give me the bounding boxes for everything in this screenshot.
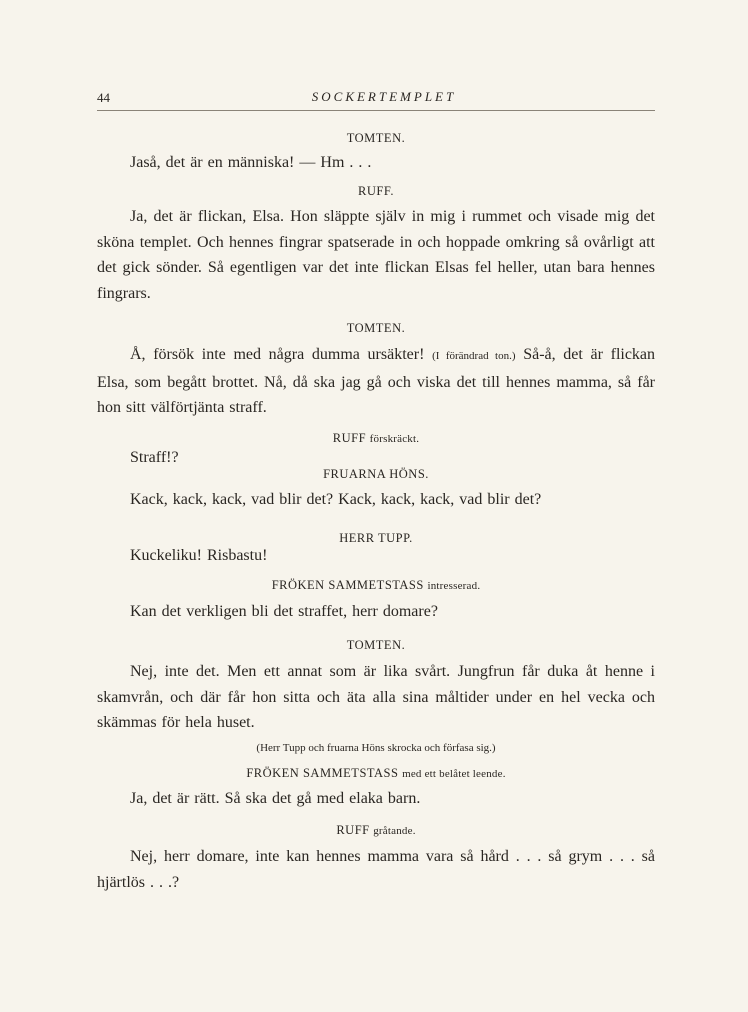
speech-text (97, 342, 655, 421)
dialogue-entry (97, 822, 655, 895)
dialogue-entry (97, 765, 655, 812)
speaker-line (97, 822, 655, 839)
dialogue-entry (97, 430, 655, 471)
page-number: 44 (97, 90, 110, 105)
dialogue-entry (97, 577, 655, 625)
speaker-direction: förskräckt. (369, 433, 420, 445)
speech-text: Nej, herr domare, inte kan hennes mamma vara så hård . . . så grym . . . så hjärtlös . . .? (97, 848, 655, 891)
speech-text: Ja, det är rätt. Så ska det gå med elaka barn. (130, 790, 421, 807)
speaker-line (97, 577, 655, 594)
speaker-name: HERR TUPP. (339, 531, 413, 545)
speech-text: Kack, kack, kack, vad blir det? Kack, kack, kack, vad blir det? (130, 491, 542, 508)
speech-text-part: Å, försök inte med några dumma ursäkter! (130, 346, 425, 363)
speaker-direction: gråtande. (373, 825, 416, 837)
speech-text: Nej, inte det. Men ett annat som är lika svårt. Jungfrun får duka åt henne i skamvrån, och där får hon sitta och äta alla sina måltider under en hel vecka och skämmas för hela huset. (97, 663, 655, 731)
speaker-line (97, 765, 655, 782)
speech-text: Jaså, det är en människa! — Hm . . . (130, 154, 372, 171)
page-header (97, 88, 655, 111)
speaker-name: TOMTEN. (346, 321, 406, 335)
speaker-name: FRUARNA HÖNS. (323, 467, 429, 481)
stage-direction: (I förändrad ton.) (432, 350, 516, 362)
speaker-name: TOMTEN. (346, 131, 406, 145)
dialogue-entry (97, 130, 655, 176)
speech-text: Kan det verkligen bli det straffet, herr domare? (130, 603, 438, 620)
dialogue-entry (97, 183, 655, 306)
speaker-name: FRÖKEN SAMMETSTASS (246, 766, 399, 780)
speaker-name: RUFF. (358, 184, 394, 198)
speech-text: Straff!? (130, 449, 179, 466)
speaker-name: FRÖKEN SAMMETSTASS (271, 578, 424, 592)
stage-direction: (Herr Tupp och fruarna Höns skrocka och förfasa sig.) (256, 741, 496, 754)
speaker-direction: med ett belåtet leende. (402, 768, 506, 780)
speech-text: Kuckeliku! Risbastu! (130, 547, 268, 564)
dialogue-entry (97, 637, 655, 756)
speaker-direction: intresserad. (427, 580, 481, 592)
dialogue-entry (97, 466, 655, 513)
speaker-name: RUFF (336, 823, 370, 837)
running-title: SOCKERTEMPLET (311, 89, 457, 104)
speaker-name: RUFF (332, 431, 367, 445)
speech-text: Ja, det är flickan, Elsa. Hon släppte själv in mig i rummet och visade mig det sköna templet. Och hennes fingrar spatserade in och hoppade omkring så ovårligt att det gick sönder. Så egentligen var det inte flickan Elsas fel heller, utan bara hennes fingrars. (97, 208, 655, 302)
speaker-name: TOMTEN. (346, 638, 406, 652)
dialogue-entry (97, 530, 655, 569)
dialogue-entry (97, 320, 655, 421)
speech-text-part: Så-å, det är flickan Elsa, som begått brottet. Nå, då ska jag gå och viska det till hennes mamma, så får hon sitt välförtjänta straff. (97, 346, 656, 416)
